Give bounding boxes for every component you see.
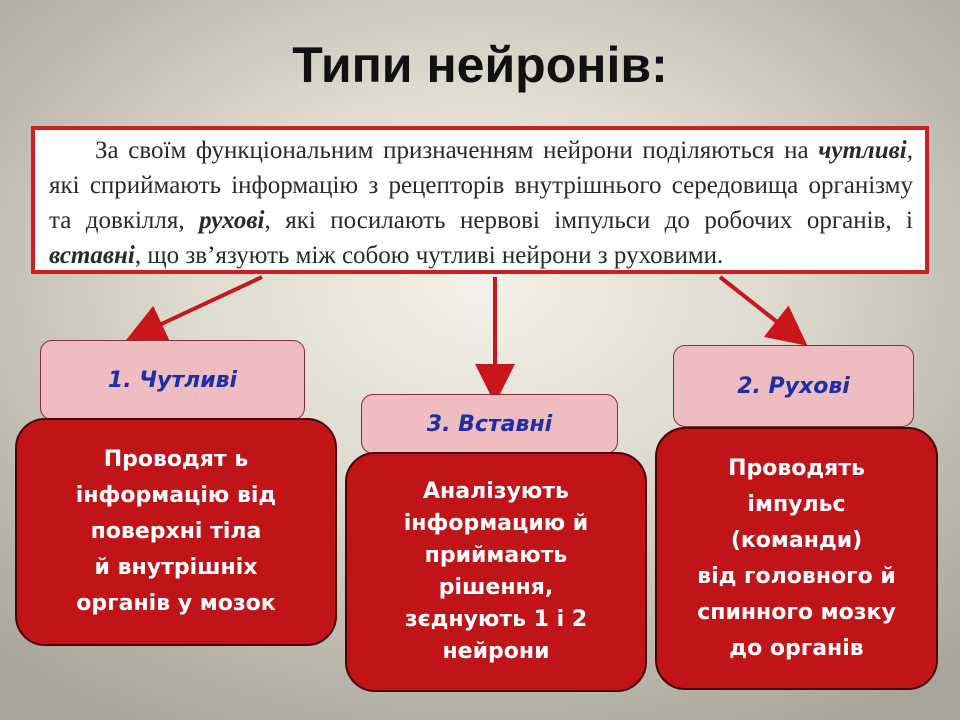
page-title: Типи нейронів: [292, 37, 668, 93]
intro-text-part-3: , які посилають нервові імпульси до робочих органів, і [264, 207, 913, 234]
arrow-to-sensory [140, 277, 262, 334]
intro-text-part-1: За своїм функціональним призначенням нейрони поділяються на [95, 137, 819, 164]
term-motor: рухові [199, 207, 265, 234]
arrow-to-motor [720, 277, 795, 336]
intro-text-part-4: , що зв’язують між собою чутливі нейрони з руховими. [134, 242, 724, 269]
type-description-inter: Аналізують інформацию й приймають рішення, зєднують 1 і 2 нейрони [345, 452, 647, 692]
type-label-motor: 2. Рухові [673, 345, 914, 427]
type-label-sensory: 1. Чутливі [40, 340, 305, 420]
type-label-inter: 3. Вставні [361, 394, 618, 454]
term-sensory: чутливі [818, 137, 907, 164]
intro-text-part-2: , які сприймають інформацію з рецепторів внутрішнього середовища організму та довкілля, [49, 137, 913, 234]
term-inter: вставні [49, 242, 135, 269]
type-description-sensory: Проводят ь інформацію від поверхні тіла й внутрішніх органів у мозок [15, 418, 337, 646]
type-description-motor: Проводять імпульс (команди) від головного й спинного мозку до органів [655, 427, 938, 690]
